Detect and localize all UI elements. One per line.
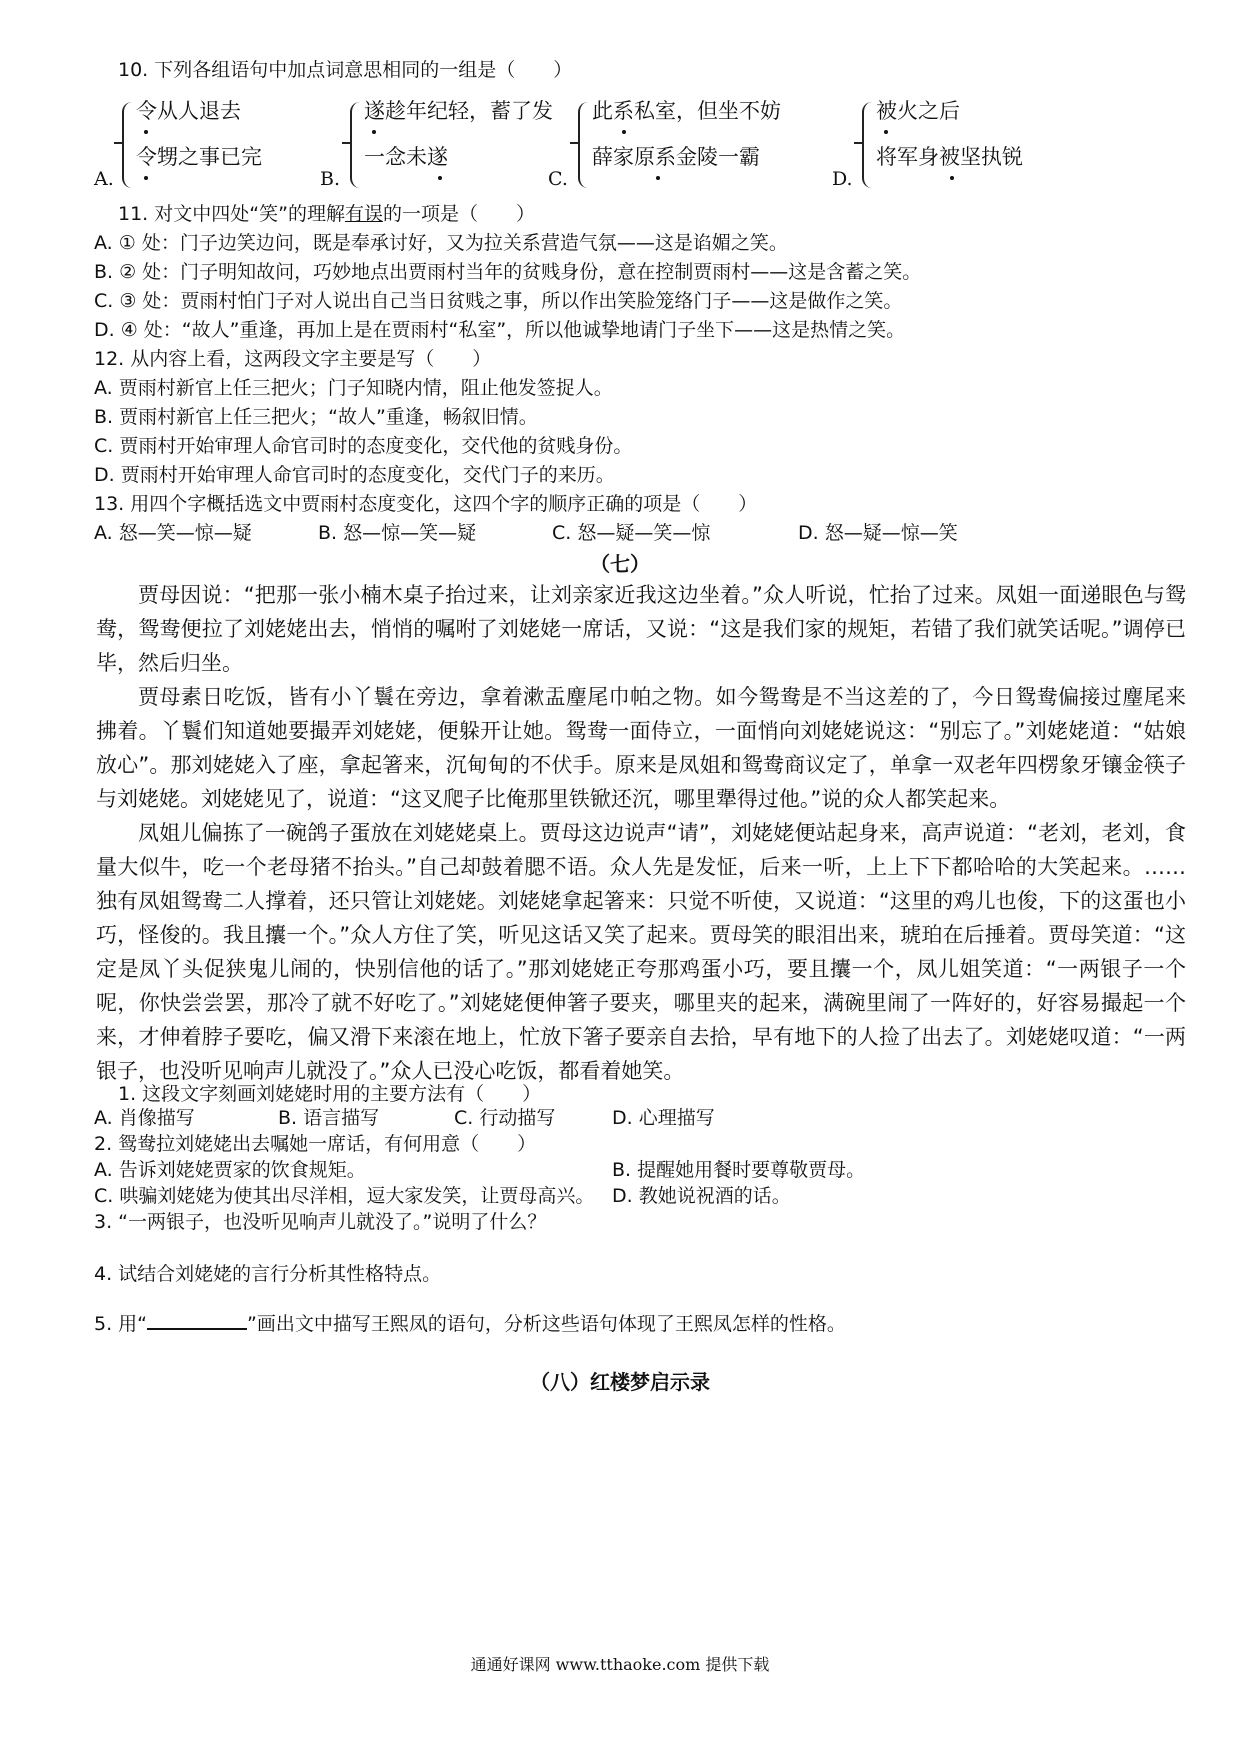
emphasis-dot [372, 130, 376, 134]
emphasis-dot [656, 176, 660, 180]
section8-heading: （八）红楼梦启示录 [530, 1370, 710, 1394]
page-footer: 通通好课网 www.tthaoke.com 提供下载 [470, 1655, 770, 1674]
q12-option-b: B. 贾雨村新官上任三把火；“故人”重逢，畅叙旧情。 [94, 406, 538, 428]
underline-blank [147, 1310, 247, 1330]
q12-option-a: A. 贾雨村新官上任三把火；门子知晓内情，阻止他发签捉人。 [94, 377, 613, 399]
q10-option-d [862, 98, 1082, 190]
q10-option-a-letter: A. [94, 168, 114, 190]
q10-c-line2: 薛家原系金陵一霸 [592, 145, 760, 169]
s7-q2-option-c: C. 哄骗刘姥姥为使其出尽洋相，逗大家发笑，让贾母高兴。 [94, 1185, 595, 1207]
q10-option-d-letter: D. [832, 168, 853, 190]
emphasis-dot [884, 130, 888, 134]
s7-q4: 4. 试结合刘姥姥的言行分析其性格特点。 [94, 1263, 442, 1285]
brace [350, 102, 360, 188]
q13-option-a: A. 怒—笑—惊—疑 [94, 522, 252, 544]
s7-q2-option-d: D. 教她说祝酒的话。 [612, 1185, 791, 1207]
q10-stem: 10. 下列各组语句中加点词意思相同的一组是（ ） [118, 59, 573, 81]
s7-q1-option-c: C. 行动描写 [454, 1107, 556, 1129]
q10-option-c [578, 98, 818, 190]
s7-q5-pre: 5. 用“ [94, 1313, 148, 1335]
s7-q3: 3. “一两银子，也没听见响声儿就没了。”说明了什么？ [94, 1211, 547, 1233]
q11-option-b: B. ② 处：门子明知故问，巧妙地点出贾雨村当年的贫贱身份，意在控制贾雨村——这是含蓄之笑。 [94, 261, 922, 283]
section7-heading: （七） [590, 552, 650, 576]
q10-a-line1: 令从人退去 [136, 99, 241, 123]
q10-a-line2: 令甥之事已完 [136, 145, 262, 169]
q10-b-line1: 遂趁年纪轻，蓄了发 [364, 99, 553, 123]
q10-c-line1: 此系私室，但坐不妨 [592, 99, 781, 123]
q10-d-line1: 被火之后 [876, 99, 960, 123]
brace [122, 102, 132, 188]
s7-q1-option-a: A. 肖像描写 [94, 1107, 195, 1129]
s7-q1-option-d: D. 心理描写 [612, 1107, 715, 1129]
q11-stem-pre: 11. 对文中四处“笑”的理解 [118, 203, 345, 225]
q12-option-c: C. 贾雨村开始审理人命官司时的态度变化，交代他的贫贱身份。 [94, 435, 633, 457]
s7-q2-option-b: B. 提醒她用餐时要尊敬贾母。 [612, 1159, 866, 1181]
section7-paragraph-1: 贾母因说：“把那一张小楠木桌子抬过来，让刘亲家近我这边坐着。”众人听说，忙抬了过来。凤姐一面递眼色与鸳鸯，鸳鸯便拉了刘姥姥出去，悄悄的嘱咐了刘姥姥一席话，又说：“这是我们家的规矩，若错了我们就笑话呢。”调停已毕，然后归坐。 [96, 583, 1186, 675]
s7-q2-option-a: A. 告诉刘姥姥贾家的饮食规矩。 [94, 1159, 366, 1181]
q11-option-a: A. ① 处：门子边笑边问，既是奉承讨好，又为拉关系营造气氛——这是谄媚之笑。 [94, 232, 788, 254]
q13-option-d: D. 怒—疑—惊—笑 [798, 522, 958, 544]
s7-q5 [94, 1310, 846, 1336]
q11-stem-post: 的一项是（ ） [382, 203, 535, 225]
q12-stem: 12. 从内容上看，这两段文字主要是写（ ） [94, 348, 492, 370]
section7-paragraph-3: 凤姐儿偏拣了一碗鸽子蛋放在刘姥姥桌上。贾母这边说声“请”，刘姥姥便站起身来，高声说道：“老刘，老刘，食量大似牛，吃一个老母猪不抬头。”自己却鼓着腮不语。众人先是发怔，后来一听，上上下下都哈哈的大笑起来。……独有凤姐鸳鸯二人撑着，还只管让刘姥姥。刘姥姥拿起箸来：只觉不听使，又说道：“这里的鸡儿也俊，下的这蛋也小巧，怪俊的。我且攮一个。”众人方住了笑，听见这话又笑了起来。贾母笑的眼泪出来，琥珀在后捶着。贾母笑道：“这定是凤丫头促狭鬼儿闹的，快别信他的话了。”那刘姥姥正夸那鸡蛋小巧，要且攮一个，凤儿姐笑道：“一两银子一个呢，你快尝尝罢，那冷了就不好吃了。”刘姥姥便伸箸子要夹，哪里夹的起来，满碗里闹了一阵好的，好容易撮起一个来，才伸着脖子要吃，偏又滑下来滚在地上，忙放下箸子要亲自去拾，早有地下的人捡了出去了。刘姥姥叹道：“一两银子，也没听见响声儿就没了。”众人已没心吃饭，都看着她笑。 [96, 821, 1186, 1083]
emphasis-dot [438, 176, 442, 180]
q10-b-line2: 一念未遂 [364, 145, 448, 169]
q10-option-a [122, 98, 322, 190]
q13-stem: 13. 用四个字概括选文中贾雨村态度变化，这四个字的顺序正确的项是（ ） [94, 493, 758, 515]
s7-q2-stem: 2. 鸳鸯拉刘姥姥出去嘱她一席话，有何用意（ ） [94, 1133, 537, 1155]
section7-paragraph-2: 贾母素日吃饭，皆有小丫鬟在旁边，拿着漱盂麈尾巾帕之物。如今鸳鸯是不当这差的了，今日鸳鸯偏接过麈尾来拂着。丫鬟们知道她要撮弄刘姥姥，便躲开让她。鸳鸯一面侍立，一面悄向刘姥姥说这：“别忘了。”刘姥姥道：“姑娘放心”。那刘姥姥入了座，拿起箸来，沉甸甸的不伏手。原来是凤姐和鸳鸯商议定了，单拿一双老年四楞象牙镶金筷子与刘姥姥。刘姥姥见了，说道：“这叉爬子比俺那里铁锨还沉，哪里犟得过他。”说的众人都笑起来。 [96, 685, 1186, 811]
emphasis-dot [950, 176, 954, 180]
emphasis-dot [622, 130, 626, 134]
s7-q1-option-b: B. 语言描写 [278, 1107, 380, 1129]
s7-q1-stem: 1. 这段文字刻画刘姥姥时用的主要方法有（ ） [118, 1083, 542, 1105]
q11-stem-emphasis: 有误 [344, 203, 383, 225]
brace [578, 102, 588, 188]
q11-option-d: D. ④ 处：“故人”重逢，再加上是在贾雨村“私室”，所以他诚挚地请门子坐下——这是热情之笑。 [94, 319, 906, 341]
s7-q5-post: ”画出文中描写王熙凤的语句，分析这些语句体现了王熙凤怎样的性格。 [247, 1313, 846, 1335]
q13-option-b: B. 怒—惊—笑—疑 [318, 522, 477, 544]
emphasis-dot [144, 130, 148, 134]
q13-option-c: C. 怒—疑—笑—惊 [552, 522, 711, 544]
q11-option-c: C. ③ 处：贾雨村怕门子对人说出自己当日贫贱之事，所以作出笑脸笼络门子——这是做作之笑。 [94, 290, 903, 312]
q10-option-b-letter: B. [320, 168, 341, 190]
brace [862, 102, 872, 188]
emphasis-dot [144, 176, 148, 180]
q11-stem [118, 202, 535, 226]
q10-option-c-letter: C. [548, 168, 568, 190]
q12-option-d: D. 贾雨村开始审理人命官司时的态度变化，交代门子的来历。 [94, 464, 615, 486]
q10-d-line2: 将军身被坚执锐 [876, 145, 1023, 169]
